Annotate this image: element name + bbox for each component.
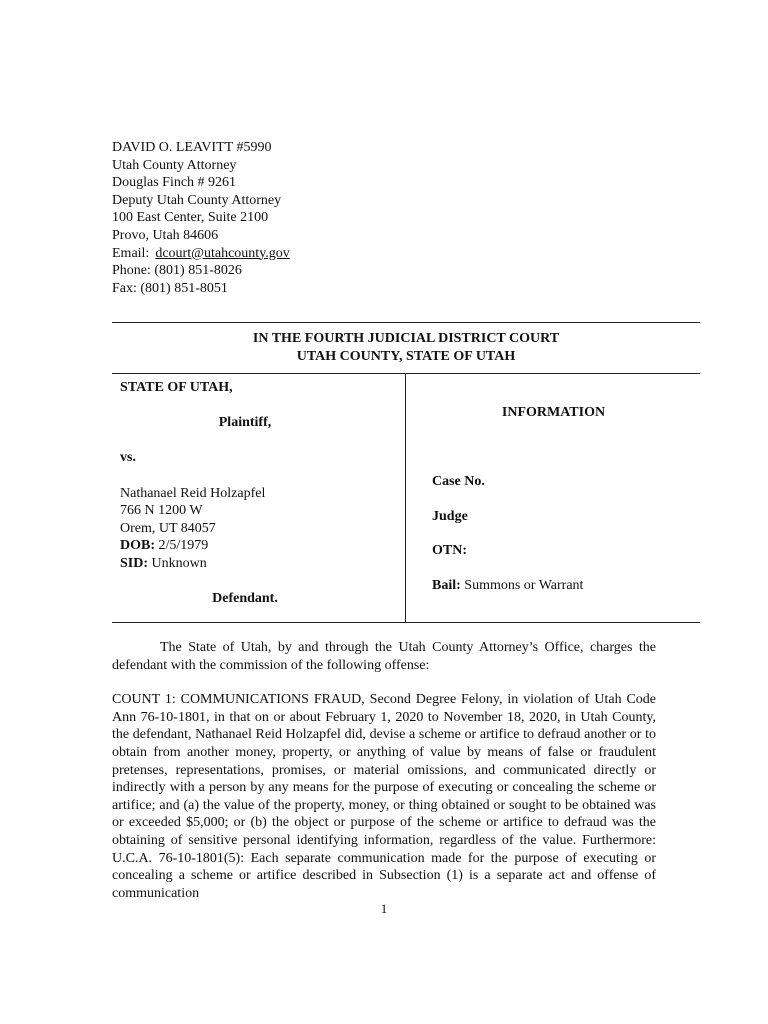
dob-line [120, 537, 405, 555]
caption-divider [405, 373, 406, 622]
email-link[interactable]: dcourt@utahcounty.gov [155, 245, 290, 261]
attorney-line: Douglas Finch # 9261 [112, 175, 237, 191]
attorney-line: Utah County Attorney [112, 157, 237, 173]
sid-label: SID: [120, 555, 149, 571]
sid-line [120, 555, 405, 573]
document-title: INFORMATION [501, 405, 606, 420]
attorney-line: DAVID O. LEAVITT #5990 [112, 140, 272, 155]
top-rule [112, 322, 700, 323]
email-label: Email: [112, 245, 150, 261]
email-line [112, 245, 290, 263]
phone-line: Phone: (801) 851-8026 [112, 263, 242, 279]
defendant-name: Nathanael Reid Holzapfel [120, 485, 266, 501]
court-name: IN THE FOURTH JUDICIAL DISTRICT COURT [252, 331, 560, 346]
versus-label: vs. [120, 450, 136, 466]
defendant-address-1: 766 N 1200 W [120, 503, 203, 519]
dob-value: 2/5/1979 [158, 538, 209, 554]
bail-value: Summons or Warrant [464, 578, 584, 593]
defendant-address-2: Orem, UT 84057 [120, 520, 216, 536]
case-number-label: Case No. [432, 474, 485, 489]
sid-value: Unknown [151, 555, 207, 571]
otn-label: OTN: [432, 543, 467, 558]
page-number: 1 [380, 901, 388, 916]
fax-line: Fax: (801) 851-8051 [112, 280, 228, 296]
attorney-block [112, 139, 290, 297]
court-heading [112, 330, 700, 365]
caption-bottom-rule [112, 622, 700, 623]
bail-label: Bail: [432, 578, 461, 593]
defendant-label: Defendant. [212, 591, 278, 607]
court-county: UTAH COUNTY, STATE OF UTAH [296, 348, 516, 364]
attorney-line: Deputy Utah County Attorney [112, 192, 282, 208]
caption-top-rule [112, 373, 700, 374]
attorney-line: Provo, Utah 84606 [112, 227, 219, 243]
bail-line [432, 577, 583, 595]
plaintiff-name: STATE OF UTAH, [120, 380, 233, 395]
plaintiff-label: Plaintiff, [218, 415, 272, 431]
judge-label: Judge [432, 509, 468, 524]
information-body [112, 639, 656, 902]
dob-label: DOB: [120, 538, 155, 554]
attorney-line: 100 East Center, Suite 2100 [112, 210, 269, 226]
intro-paragraph: The State of Utah, by and through the Utah County Attorney’s Office, charges the defendant with the commission of the following offense: [112, 640, 656, 673]
count-1-paragraph: COUNT 1: COMMUNICATIONS FRAUD, Second Degree Felony, in violation of Utah Code Ann 76-10-1801, in that on or about February 1, 2020 to November 18, 2020, in Utah County, the defendant, Nathanael Reid Holzapfel did, devise a scheme or artifice to defraud another or to obtain from another money, property, or anything of value by means of false or fraudulent pretenses, representations, promises, or material omissions, and communicated directly or indirectly with a person by any means for the purpose of executing or concealing the scheme or artifice; and (a) the value of the property, money, or thing obtained or sought to be obtained was or exceeded $5,000; or (b) the object or purpose of the scheme or artifice to defraud was the obtaining of sensitive personal identifying information, regardless of the value. Furthermore: U.C.A. 76-10-1801(5): Each separate communication made for the purpose of executing or concealing a scheme or artifice described in Subsection (1) is a separate act and offense of communication [112, 692, 656, 901]
caption-parties [120, 379, 405, 608]
